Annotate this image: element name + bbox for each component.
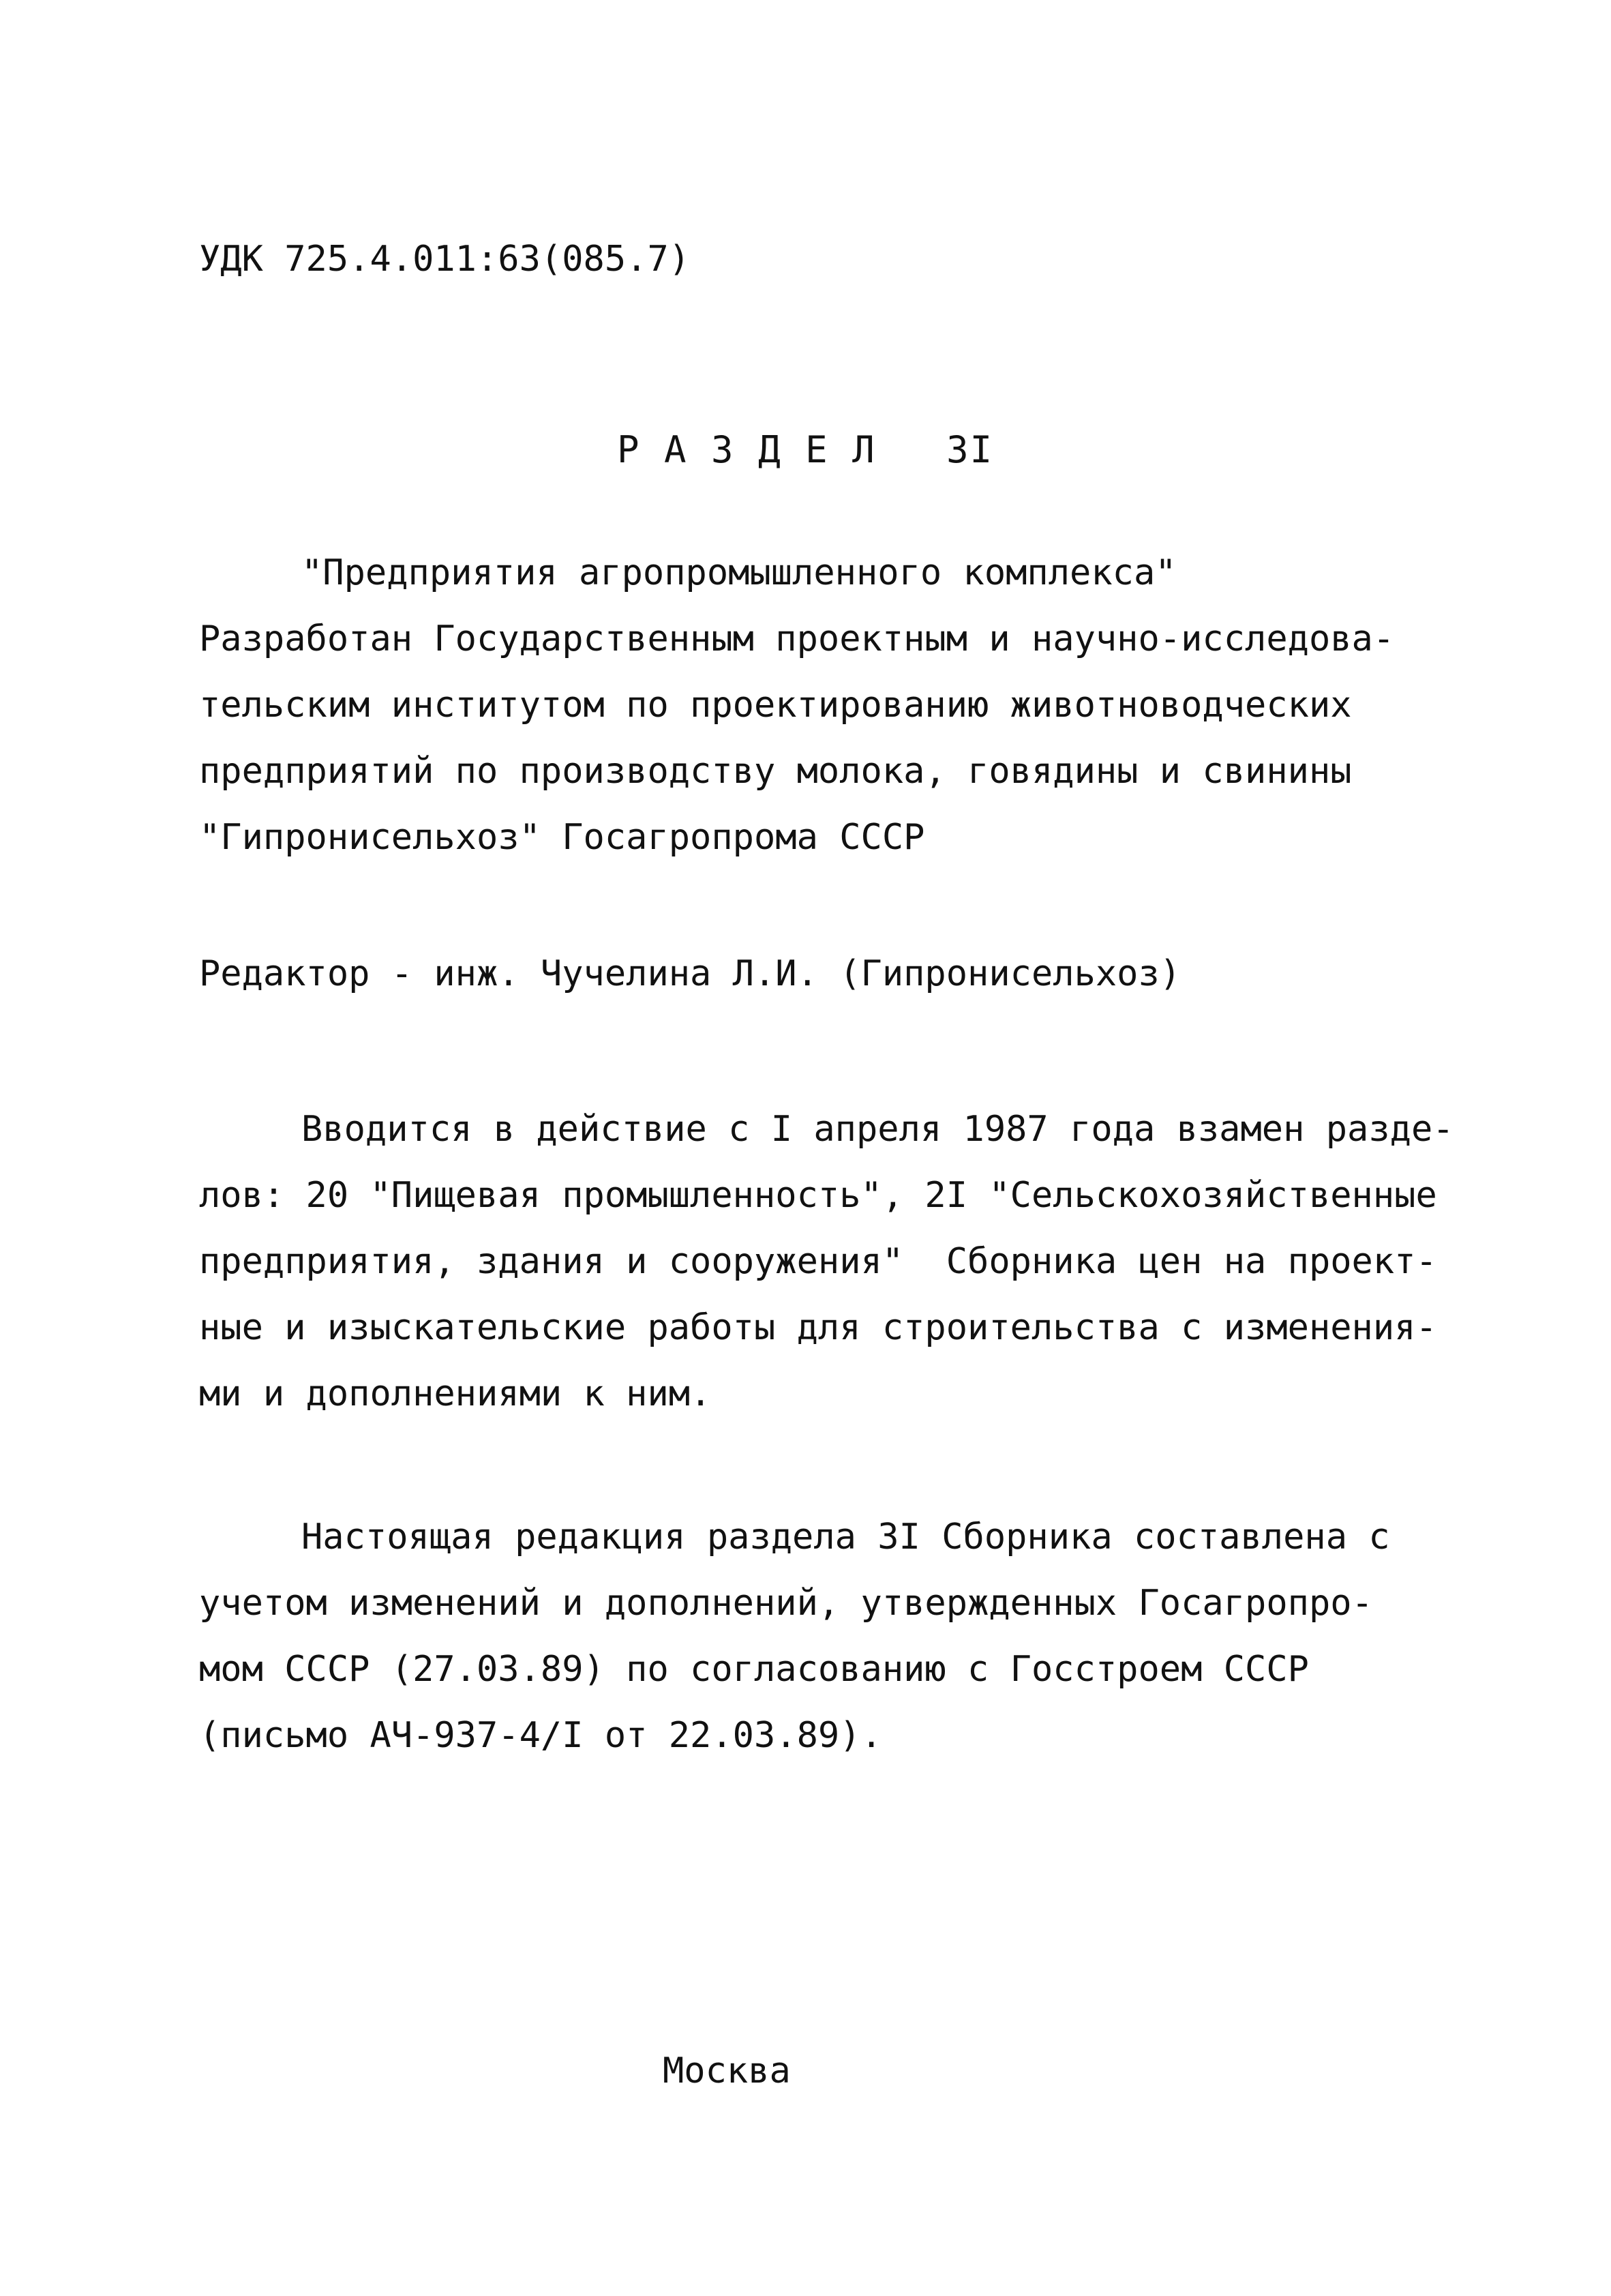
developer-line: Разработан Государственным проектным и научно-исследова-	[199, 618, 1395, 659]
developer-line: тельским институтом по проектированию животноводческих	[199, 685, 1352, 726]
section-name-title: "Предприятия агропромышленного комплекса"	[301, 552, 1177, 593]
effective-line: ные и изыскательские работы для строительства с изменения-	[199, 1307, 1437, 1348]
developer-line: "Гипронисельхоз" Госагропрома СССР	[199, 817, 925, 858]
revision-line: учетом изменений и дополнений, утвержденных Госагропро-	[199, 1583, 1373, 1624]
revision-line: мом СССР (27.03.89) по согласованию с Госстроем СССР	[199, 1649, 1309, 1690]
effective-line: ми и дополнениями к ним.	[199, 1373, 712, 1414]
developer-line: предприятий по производству молока, говядины и свинины	[199, 751, 1352, 792]
udc-code: УДК 725.4.011:63(085.7)	[199, 239, 691, 280]
effective-line: предприятия, здания и сооружения" Сборника цен на проект-	[199, 1241, 1437, 1282]
effective-line: Вводится в действие с I апреля 1987 года взамен разде-	[301, 1109, 1454, 1150]
section-title: Р А З Д Е Л 3I	[617, 428, 994, 471]
revision-line: Настоящая редакция раздела 3I Сборника составлена с	[301, 1517, 1390, 1557]
revision-line: (письмо АЧ-937-4/I от 22.03.89).	[199, 1715, 882, 1756]
effective-line: лов: 20 "Пищевая промышленность", 2I "Сельскохозяйственные	[199, 1175, 1437, 1216]
editor-line: Редактор - инж. Чучелина Л.И. (Гипронисельхоз)	[199, 953, 1181, 994]
city-footer: Москва	[663, 2051, 791, 2091]
